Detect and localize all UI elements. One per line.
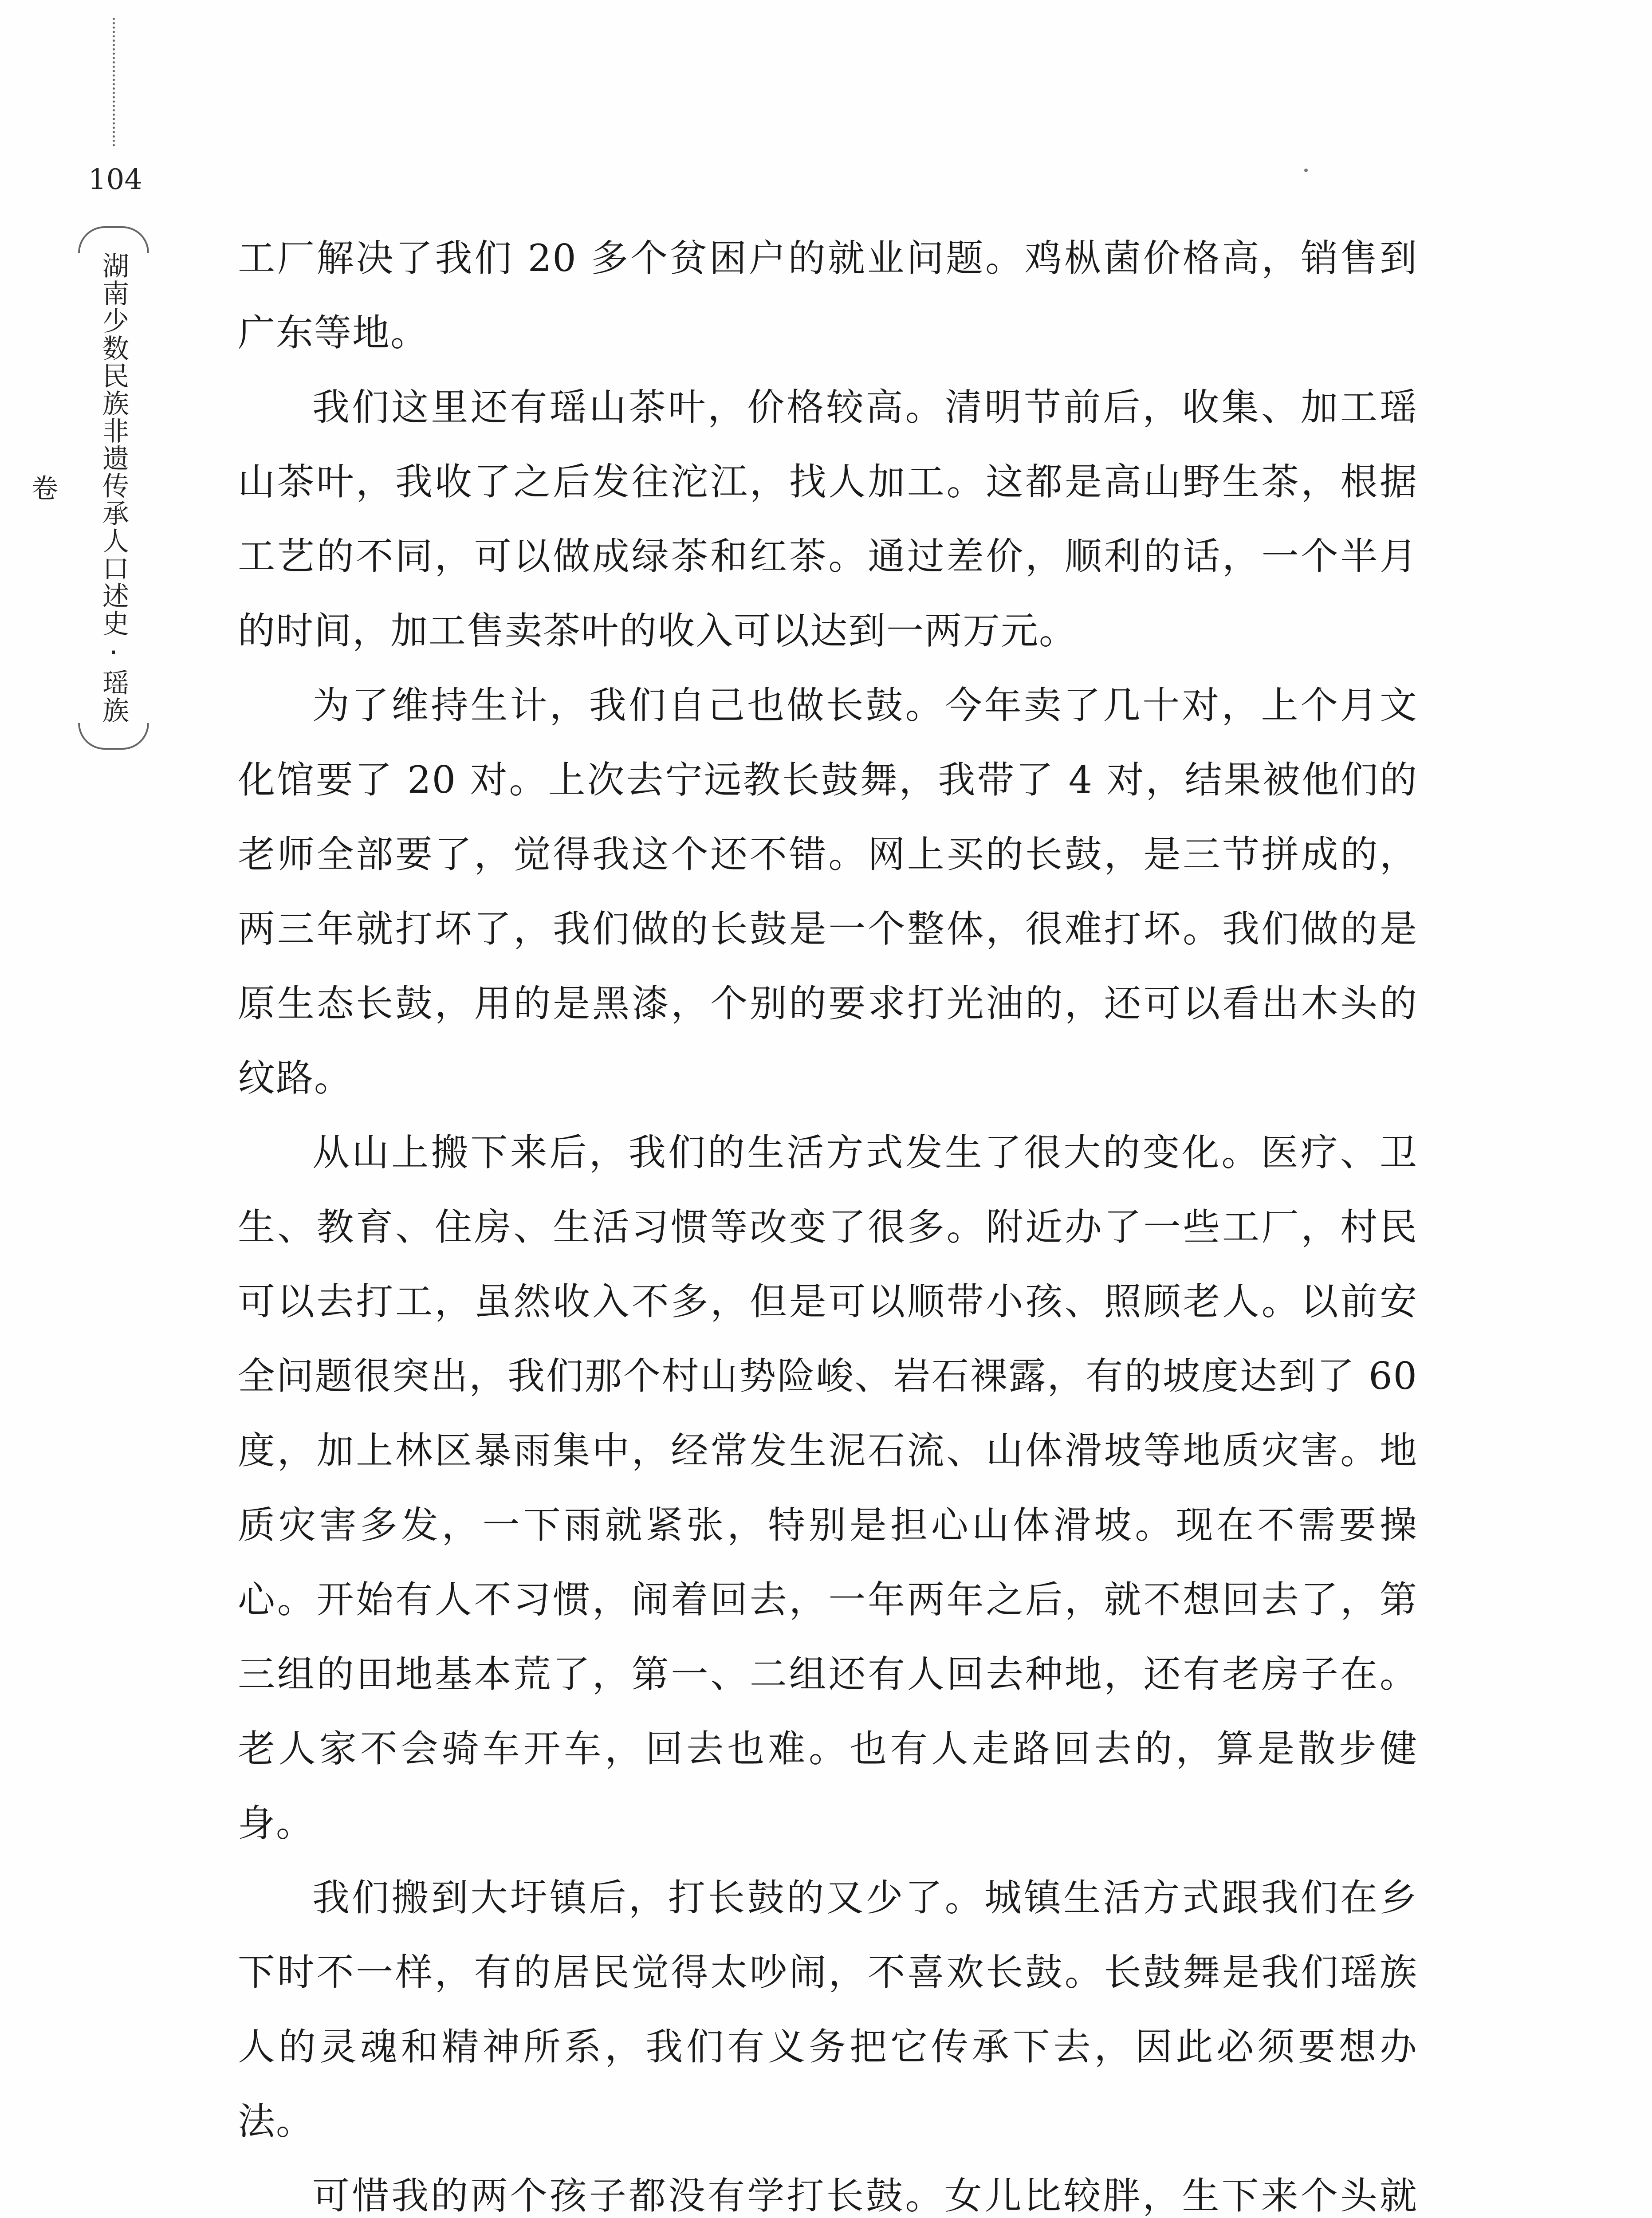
paragraph-3: 为了维持生计，我们自己也做长鼓。今年卖了几十对，上个月文化馆要了 20 对。上次去宁远教长鼓舞，我带了 4 对，结果被他们的老师全部要了，觉得我这个还不错。网上买的长鼓，是三节拼成的，两三年就打坏了，我们做的长鼓是一个整体，很难打坏。我们做的是原生态长鼓，用的是黑漆，个别的要求打光油的，还可以看出木头的纹路。 bbox=[238, 684, 1418, 1100]
paragraph-4: 从山上搬下来后，我们的生活方式发生了很大的变化。医疗、卫生、教育、住房、生活习惯等改变了很多。附近办了一些工厂，村民可以去打工，虽然收入不多，但是可以顺带小孩、照顾老人。以前安全问题很突出，我们那个村山势险峻、岩石裸露，有的坡度达到了 60 度，加上林区暴雨集中，经常发生泥石流、山体滑坡等地质灾害。地质灾害多发，一下雨就紧张，特别是担心山体滑坡。现在不需要操心。开始有人不习惯，闹着回去，一年两年之后，就不想回去了，第三组的田地基本荒了，第一、二组还有人回去种地，还有老房子在。老人家不会骑车开车，回去也难。也有人走路回去的，算是散步健身。 bbox=[238, 1131, 1418, 1845]
body-text bbox=[238, 221, 1418, 2218]
scan-speck bbox=[1304, 169, 1308, 172]
running-title: 湖南少数民族非遗传承人口述史·瑶族卷 bbox=[27, 252, 129, 724]
paragraph-5: 我们搬到大圩镇后，打长鼓的又少了。城镇生活方式跟我们在乡下时不一样，有的居民觉得太吵闹，不喜欢长鼓。长鼓舞是我们瑶族人的灵魂和精神所系，我们有义务把它传承下去，因此必须要想办法。 bbox=[238, 1876, 1418, 2143]
margin-dotted-rule bbox=[113, 18, 115, 146]
paragraph-6: 可惜我的两个孩子都没有学打长鼓。女儿比较胖，生下来个头就 bbox=[312, 2174, 1418, 2218]
paragraph-1: 工厂解决了我们 20 多个贫困户的就业问题。鸡枞菌价格高，销售到广东等地。 bbox=[238, 236, 1418, 354]
paragraph-2: 我们这里还有瑶山茶叶，价格较高。清明节前后，收集、加工瑶山茶叶，我收了之后发往沱江，找人加工。这都是高山野生茶，根据工艺的不同，可以做成绿茶和红茶。通过差价，顺利的话，一个半月的时间，加工售卖茶叶的收入可以达到一两万元。 bbox=[238, 385, 1418, 653]
page-number: 104 bbox=[88, 163, 143, 196]
